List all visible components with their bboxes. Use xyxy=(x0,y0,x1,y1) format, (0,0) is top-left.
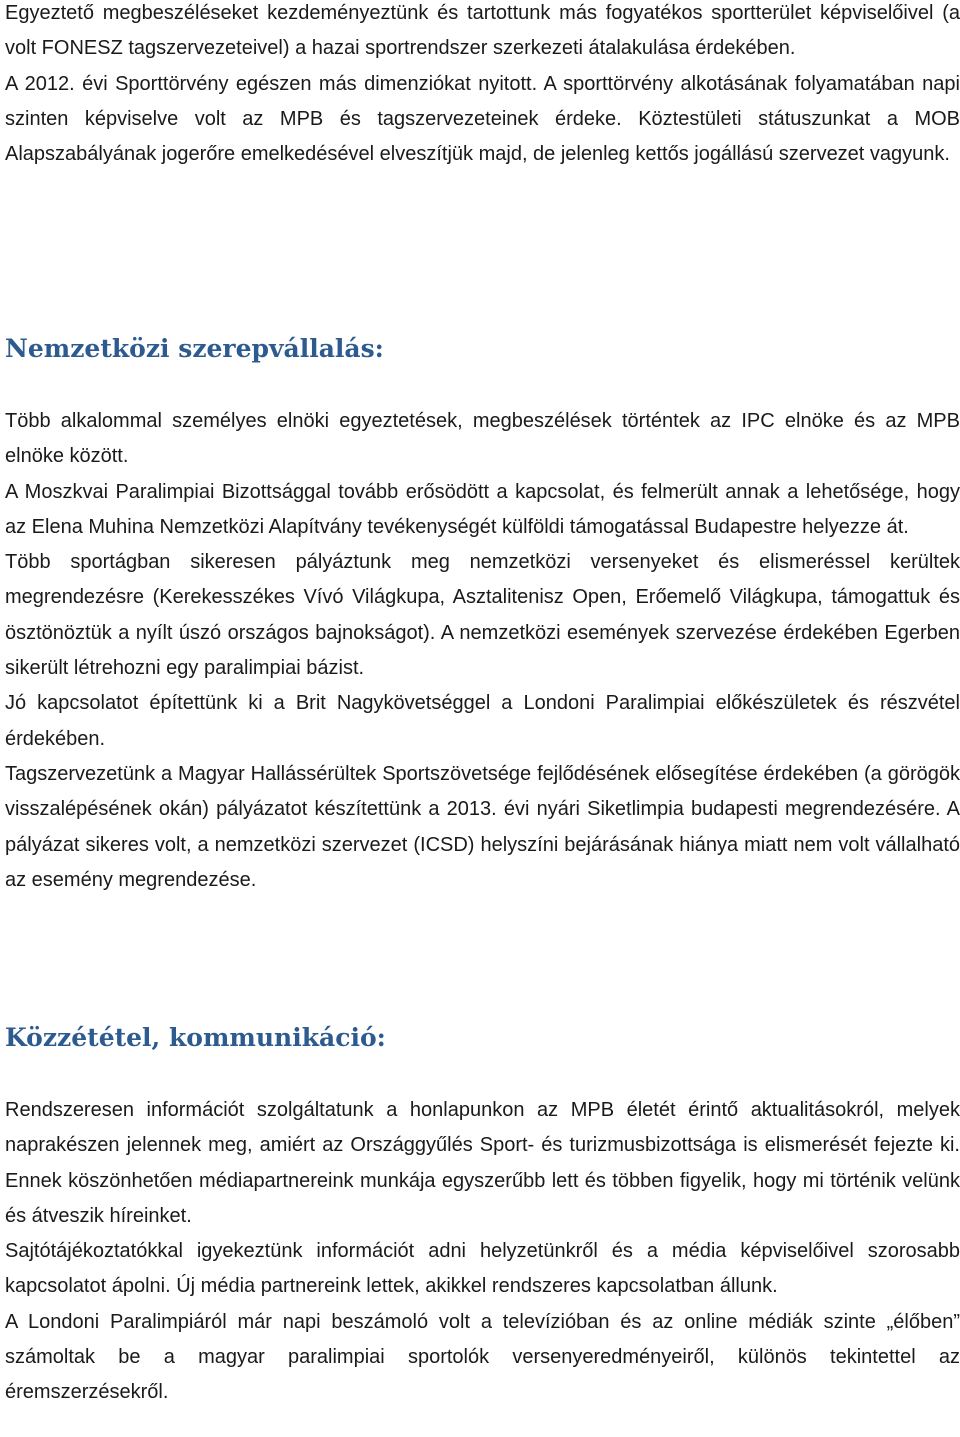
international-paragraph: Több sportágban sikeresen pályáztunk meg nemzetközi versenyeket és elismeréssel kerültek megrendezésre (Kerekesszékes Vívó Világkupa, Asztalitenisz Open, Erőemelő Világkupa, támogattuk és ösztönöztük a nyílt úszó országos bajnokságot). A nemzetközi események szervezése érdekében Egerben sikerült létrehozni egy paralimpiai bázist. xyxy=(5,551,960,680)
communication-paragraph: Sajtótájékoztatókkal igyekeztünk információt adni helyzetünkről és a média képviselőivel szorosabb kapcsolatot ápolni. Új média partnereink lettek, akikkel rendszeres kapcsolatban állunk. xyxy=(5,1240,960,1298)
international-paragraph: Jó kapcsolatot építettünk ki a Brit Nagykövetséggel a Londoni Paralimpiai előkészületek és részvétel érdekében. xyxy=(5,692,960,750)
international-paragraph: Több alkalommal személyes elnöki egyeztetések, megbeszélések történtek az IPC elnöke és az MPB elnöke között. xyxy=(5,410,960,468)
communication-paragraph: A Londoni Paralimpiáról már napi beszámoló volt a televízióban és az online médiák szinte „élőben” számoltak be a magyar paralimpiai sportolók versenyeredményeiről, különös tekintettel az éremszerzésekről. xyxy=(5,1310,960,1404)
intro-paragraph: A 2012. évi Sporttörvény egészen más dimenziókat nyitott. A sporttörvény alkotásának folyamatában napi szinten képviselve volt az MPB és tagszervezeteinek érdeke. Köztestületi státuszunkat a MOB Alapszabályának jogerőre emelkedésével elveszítjük majd, de jelenleg kettős jogállású szervezet vagyunk. xyxy=(5,72,960,166)
spacer xyxy=(5,369,960,404)
communication-section xyxy=(5,1018,960,1411)
intro-paragraph: Egyeztető megbeszéléseket kezdeményeztünk és tartottunk más fogyatékos sportterület képviselőivel (a volt FONESZ tagszervezeteivel) a hazai sportrendszer szerkezeti átalakulása érdekében. xyxy=(5,2,960,60)
section-heading-international: Nemzetközi szerepvállalás: xyxy=(5,334,384,363)
international-paragraph: A Moszkvai Paralimpiai Bizottsággal tovább erősödött a kapcsolat, és felmerült annak a lehetősége, hogy az Elena Muhina Nemzetközi Alapítvány tevékenységét külföldi támogatással Budapestre helyezze át. xyxy=(5,480,960,538)
international-paragraph: Tagszervezetünk a Magyar Hallássérültek Sportszövetsége fejlődésének elősegítése érdekében (a görögök visszalépésének okán) pályázatot készítettünk a 2013. évi nyári Siketlimpia budapesti megrendezésére. A pályázat sikeres volt, a nemzetközi szervezet (ICSD) helyszíni bejárásának hiánya miatt nem volt vállalható az esemény megrendezése. xyxy=(5,762,960,891)
international-section xyxy=(5,329,960,898)
spacer xyxy=(5,1058,960,1093)
communication-paragraph: Rendszeresen információt szolgáltatunk a honlapunkon az MPB életét érintő aktualitásokról, melyek naprakészen jelennek meg, amiért az Országgyűlés Sport- és turizmusbizottsága is elismerését fejezte ki. Ennek köszönhetően médiapartnereink munkája egyszerűbb lett és többen figyelik, hogy mi történik velünk és átveszik híreinket. xyxy=(5,1099,960,1227)
section-heading-communication: Közzététel, kommunikáció: xyxy=(5,1023,386,1052)
intro-section xyxy=(5,0,960,172)
